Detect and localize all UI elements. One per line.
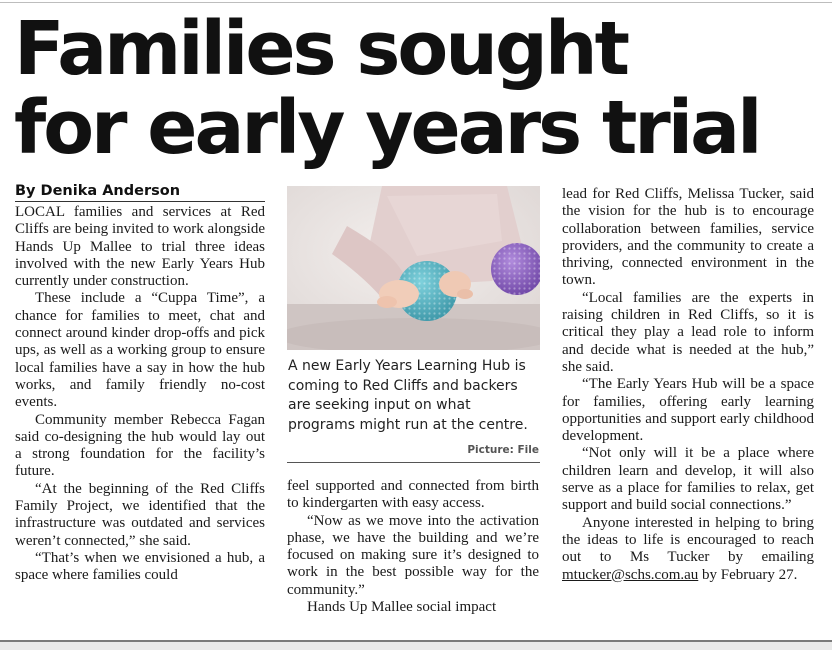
toddler-sensory-balls-image: [287, 186, 540, 350]
paragraph: “The Early Years Hub will be a space for families, offering early learning opportunities and support early childhood development.: [562, 376, 814, 445]
article-column-2: [287, 478, 539, 616]
paragraph: Community member Rebecca Fagan said co-designing the hub would lay out a strong foundation for the facility’s future.: [15, 411, 265, 480]
headline-line-2: for early years trial: [14, 85, 760, 171]
article-photo: [287, 186, 540, 350]
paragraph: “Local families are the experts in raising children in Red Cliffs, so it is critical they play a lead role to inform and decide what is needed at the hub,” she said.: [562, 289, 814, 375]
paragraph: [562, 515, 814, 584]
contact-text: Anyone interested in helping to bring the ideas to life is encouraged to reach out to Ms Tucker by emailing: [562, 514, 814, 566]
headline-line-1: Families sought: [14, 6, 627, 92]
paragraph: “That’s when we envisioned a hub, a space where families could: [15, 549, 265, 584]
photo-caption: A new Early Years Learning Hub is coming to Red Cliffs and backers are seeking input on what programs might run at the centre.: [288, 358, 528, 433]
paragraph: “Not only will it be a place where children learn and develop, it will also serve as a place for families to relax, get support and build social connections.”: [562, 445, 814, 514]
email-link[interactable]: mtucker@schs.com.au: [562, 566, 699, 583]
page-footer-band: [0, 642, 832, 650]
photo-credit: Picture: File: [467, 444, 539, 456]
article-column-3: [562, 186, 814, 584]
caption-divider: [287, 462, 540, 463]
deadline-text: by February 27.: [698, 566, 798, 583]
byline: By Denika Anderson: [15, 182, 265, 202]
top-rule: [0, 2, 832, 3]
paragraph: These include a “Cuppa Time”, a chance for families to meet, chat and connect around kinder drop-offs and pick ups, as well as a working group to ensure local families have a say in how the hub works, and family friendly no-cost events.: [15, 290, 265, 411]
paragraph: “Now as we move into the activation phase, we have the building and we’re focused on making sure it’s designed to work in the best possible way for the community.”: [287, 512, 539, 598]
paragraph: “At the beginning of the Red Cliffs Family Project, we identified that the infrastructure was outdated and services weren’t connected,” she said.: [15, 480, 265, 549]
article-column-1: [15, 204, 265, 585]
paragraph: Hands Up Mallee social impact: [307, 599, 497, 616]
headline: [14, 6, 824, 171]
paragraph: LOCAL families and services at Red Cliffs are being invited to work alongside Hands Up Mallee to trial three ideas involved with the new Early Years Hub currently under construction.: [15, 204, 265, 290]
paragraph: lead for Red Cliffs, Melissa Tucker, said the vision for the hub is to encourage collaboration between families, service providers, and the community to create a thriving, connected environment in the town.: [562, 186, 814, 289]
paragraph: feel supported and connected from birth to kindergarten with easy access.: [287, 478, 539, 512]
